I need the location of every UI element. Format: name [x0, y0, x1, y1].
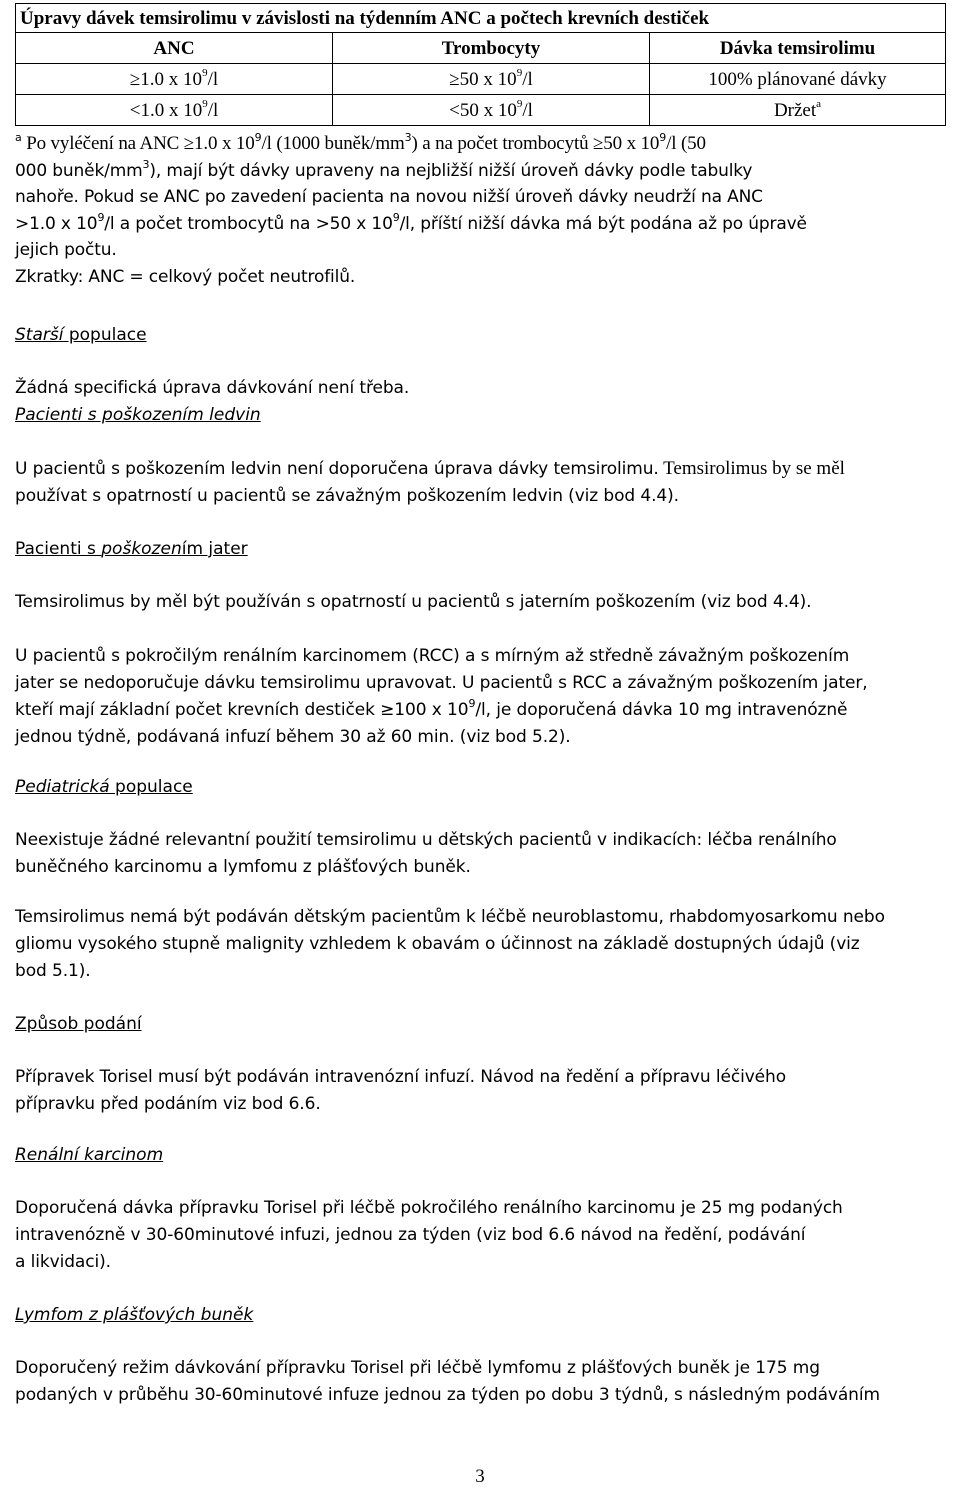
cell-anc: ≥1.0 x $10^9/l$	[16, 64, 333, 95]
footnote-line: jejich počtu.	[15, 240, 117, 260]
header-anc: ANC	[16, 33, 333, 64]
footnote-line: 000 buněk/$mm^3$), mají být dávky upraveny na nejbližší nižší úroveň dávky podle tabulky	[15, 157, 753, 181]
cell-anc: <1.0 x $10^9/l$	[16, 95, 333, 126]
table-footnote	[15, 131, 945, 290]
table-title-row	[16, 4, 946, 33]
footnote-line: >1.0 x $10^9/l$ a počet trombocytů na >50 x $10^9/l$, příští nižší dávka má být podána až po úpravě	[15, 210, 807, 234]
heading-mcl: Lymfom z plášťových buněk	[15, 1305, 254, 1325]
text-administration: Přípravek Torisel musí být podáván intravenózní infuzí. Návod na ředění a přípravu léčivého přípravku před podáním viz bod 6.6.	[15, 1067, 787, 1114]
text-hepatic-2: U pacientů s pokročilým renálním karcinomem (RCC) a s mírným až středně závažným poškozením jater se nedoporučuje dávku temsirolimu upravovat. U pacientů s RCC a závažným poškozením jater, kteří mají základní počet krevních destiček ≥100 x $10^9/l$, je doporučená dávka 10 mg intravenózně jednou týdně, podávaná infuzí během 30 až 60 min. (viz bod 5.2).	[15, 646, 868, 747]
header-platelets: Trombocyty	[333, 33, 650, 64]
heading-rcc: Renální karcinom	[15, 1145, 164, 1165]
heading-pediatric: Pediatrická populace	[15, 777, 193, 797]
heading-administration: Způsob podání	[15, 1014, 142, 1034]
table-row	[16, 95, 946, 126]
heading-elderly: Starší populace	[15, 325, 147, 345]
text-rcc: Doporučená dávka přípravku Torisel při léčbě pokročilého renálního karcinomu je 25 mg podaných intravenózně v 30-60minutové infuzi, jednou za týden (viz bod 6.6 návod na ředění, podávání a likvidaci).	[15, 1198, 843, 1272]
footnote-line: $^a$ Po vyléčení na ANC ≥1.0 x $10^9/l$ (1000 buněk/$mm^3$) a na počet trombocytů ≥50 x $10^9/l$ (50	[15, 131, 706, 154]
table-row	[16, 64, 946, 95]
text-elderly: Žádná specifická úprava dávkování není třeba.	[15, 378, 410, 398]
text-hepatic-1: Temsirolimus by měl být používán s opatrností u pacientů s jaterním poškozením (viz bod 4.4).	[15, 592, 812, 612]
header-dose: Dávka temsirolimu	[650, 33, 946, 64]
table-title: Úpravy dávek temsirolimu v závislosti na týdenním ANC a počtech krevních destiček	[16, 4, 946, 33]
cell-dose: 100% plánované dávky	[650, 64, 946, 95]
text-pediatric-1: Neexistuje žádné relevantní použití temsirolimu u dětských pacientů v indikacích: léčba renálního buněčného karcinomu a lymfomu z plášťových buněk.	[15, 830, 837, 877]
heading-hepatic: Pacienti s poškozením jater	[15, 539, 248, 559]
table-header-row	[16, 33, 946, 64]
heading-renal: Pacienti s poškozením ledvin	[15, 405, 261, 425]
cell-platelets: <50 x $10^9/l$	[333, 95, 650, 126]
footnote-line: nahoře. Pokud se ANC po zavedení pacienta na novou nižší úroveň dávky neudrží na ANC	[15, 187, 763, 207]
abbreviations: Zkratky: ANC = celkový počet neutrofilů.	[15, 266, 356, 287]
text-mcl: Doporučený režim dávkování přípravku Torisel při léčbě lymfomu z plášťových buněk je 175 mg podaných v průběhu 30-60minutové infuze jednou za týden po dobu 3 týdnů, s následným podáváním	[15, 1358, 880, 1405]
page-number: 3	[475, 1466, 485, 1487]
cell-platelets: ≥50 x $10^9/l$	[333, 64, 650, 95]
dose-adjustment-table	[15, 3, 946, 126]
text-pediatric-2: Temsirolimus nemá být podáván dětským pacientům k léčbě neuroblastomu, rhabdomyosarkomu nebo gliomu vysokého stupně malignity vzhledem k obavám o účinnost na základě dostupných údajů (viz bod 5.1).	[15, 907, 885, 981]
text-renal: U pacientů s poškozením ledvin není doporučena úprava dávky temsirolimu. Temsirolimus by se měl používat s opatrností u pacientů se závažným poškozením ledvin (viz bod 4.4).	[15, 458, 845, 506]
cell-dose: Držet$^a$	[650, 95, 946, 126]
